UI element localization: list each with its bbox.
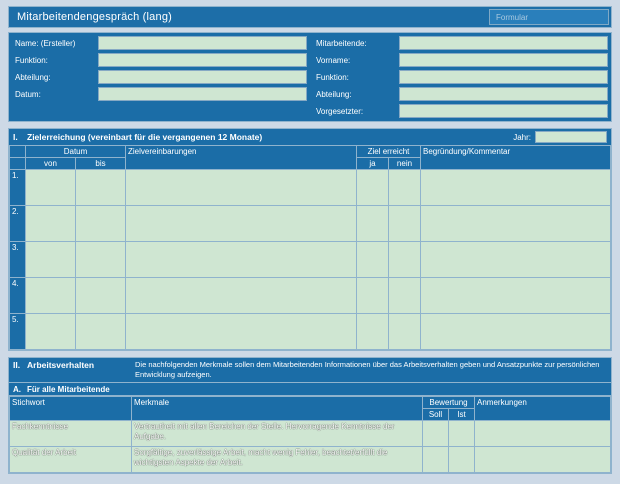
vorgesetzter-input[interactable] [399, 104, 608, 118]
cell-anmerkungen[interactable] [475, 421, 611, 447]
header-row [12, 36, 307, 50]
row-number: 3. [10, 242, 26, 278]
cell-anmerkungen[interactable] [475, 447, 611, 473]
header-row [313, 36, 608, 50]
cell-ja[interactable] [356, 314, 388, 350]
table-row [10, 314, 611, 350]
header-row [313, 87, 608, 101]
mitarbeitende-abteilung-input[interactable] [399, 87, 608, 101]
header-row [313, 53, 608, 67]
row-number: 5. [10, 314, 26, 350]
col-ziel-erreicht: Ziel erreicht [356, 146, 420, 158]
mitarbeitende-input[interactable] [399, 36, 608, 50]
row-number: 2. [10, 206, 26, 242]
cell-nein[interactable] [388, 206, 420, 242]
cell-ja[interactable] [356, 242, 388, 278]
cell-von[interactable] [26, 278, 76, 314]
header-row [12, 70, 307, 84]
col-begruendung: Begründung/Kommentar [421, 146, 611, 170]
cell-kommentar[interactable] [421, 314, 611, 350]
cell-ziel[interactable] [126, 278, 357, 314]
field-label: Abteilung: [316, 89, 352, 99]
formular-field[interactable] [489, 9, 609, 25]
cell-ist[interactable] [449, 421, 475, 447]
section-two-header [9, 358, 611, 383]
row-number: 1. [10, 170, 26, 206]
cell-nein[interactable] [388, 278, 420, 314]
ersteller-name-input[interactable] [98, 36, 307, 50]
jahr-label: Jahr: [513, 132, 531, 142]
cell-ziel[interactable] [126, 314, 357, 350]
cell-von[interactable] [26, 314, 76, 350]
cell-von[interactable] [26, 242, 76, 278]
field-label: Abteilung: [15, 72, 51, 82]
formular-label: Formular [496, 12, 529, 22]
table-row [10, 170, 611, 206]
header-row [313, 104, 608, 118]
cell-stichwort: Qualität der Arbeit [10, 447, 132, 473]
mitarbeitende-funktion-input[interactable] [399, 70, 608, 84]
section-two-title-group [9, 358, 131, 382]
col-nein: nein [388, 158, 420, 170]
col-merkmale: Merkmale [132, 397, 423, 421]
table-header-row [10, 397, 611, 409]
subsection-title: Für alle Mitarbeitende [27, 384, 110, 394]
col-stichwort: Stichwort [10, 397, 132, 421]
col-bewertung: Bewertung [423, 397, 475, 409]
cell-stichwort: Fachkenntnisse [10, 421, 132, 447]
cell-ziel[interactable] [126, 170, 357, 206]
subsection-header [9, 383, 611, 396]
cell-bis[interactable] [76, 242, 126, 278]
col-von: von [26, 158, 76, 170]
field-label: Funktion: [316, 72, 349, 82]
row-number: 4. [10, 278, 26, 314]
ersteller-abteilung-input[interactable] [98, 70, 307, 84]
field-label: Vorname: [316, 55, 351, 65]
cell-soll[interactable] [423, 447, 449, 473]
table-row [10, 278, 611, 314]
cell-ja[interactable] [356, 278, 388, 314]
section-one-header [9, 129, 611, 145]
jahr-group [513, 131, 607, 143]
cell-soll[interactable] [423, 421, 449, 447]
cell-ist[interactable] [449, 447, 475, 473]
col-bis: bis [76, 158, 126, 170]
corner-cell-2 [10, 158, 26, 170]
vorname-input[interactable] [399, 53, 608, 67]
page-title: Mitarbeitendengespräch (lang) [17, 11, 172, 23]
section-number: I. [13, 132, 18, 142]
col-ist: Ist [449, 409, 475, 421]
field-label: Funktion: [15, 55, 48, 65]
col-datum: Datum [26, 146, 126, 158]
zielerreichung-table [9, 145, 611, 350]
cell-merkmale: Vertrautheit mit allen Bereichen der Stelle. Hervorragende Kenntnisse der Aufgabe. [132, 421, 423, 447]
header-fields-block [8, 32, 612, 122]
section-zielerreichung [8, 128, 612, 351]
cell-ja[interactable] [356, 170, 388, 206]
document-title-bar [8, 6, 612, 28]
cell-von[interactable] [26, 170, 76, 206]
cell-von[interactable] [26, 206, 76, 242]
cell-nein[interactable] [388, 314, 420, 350]
cell-merkmale: Sorgfältige, zuverlässige Arbeit, macht wenig Fehler, beachtet/erfüllt die wichtigsten Aspekte der Arbeit. [132, 447, 423, 473]
header-row [12, 87, 307, 101]
cell-kommentar[interactable] [421, 242, 611, 278]
section-title: Arbeitsverhalten [27, 360, 95, 370]
col-ja: ja [356, 158, 388, 170]
cell-kommentar[interactable] [421, 206, 611, 242]
table-row [10, 421, 611, 447]
jahr-input[interactable] [535, 131, 607, 143]
col-soll: Soll [423, 409, 449, 421]
cell-ziel[interactable] [126, 242, 357, 278]
header-right-column [313, 36, 608, 118]
field-label: Name: (Ersteller) [15, 38, 76, 48]
ersteller-datum-input[interactable] [98, 87, 307, 101]
cell-bis[interactable] [76, 278, 126, 314]
section-arbeitsverhalten [8, 357, 612, 474]
cell-bis[interactable] [76, 170, 126, 206]
table-row [10, 206, 611, 242]
arbeitsverhalten-table [9, 396, 611, 473]
field-label: Mitarbeitende: [316, 38, 367, 48]
table-row [10, 242, 611, 278]
cell-ja[interactable] [356, 206, 388, 242]
section-two-intro: Die nachfolgenden Merkmale sollen dem Mitarbeitenden Informationen über das Arbeitsverhalten geben und Ansatzpunkte zur persönlichen Entwicklung aufzeigen. [135, 360, 600, 380]
cell-kommentar[interactable] [421, 170, 611, 206]
field-label: Vorgesetzter: [316, 106, 364, 116]
col-anmerkungen: Anmerkungen [475, 397, 611, 421]
cell-nein[interactable] [388, 170, 420, 206]
section-title: Zielerreichung (vereinbart für die vergangenen 12 Monate) [27, 132, 263, 142]
header-row [12, 53, 307, 67]
header-row [313, 70, 608, 84]
field-label: Datum: [15, 89, 41, 99]
cell-ziel[interactable] [126, 206, 357, 242]
cell-nein[interactable] [388, 242, 420, 278]
section-number: II. [13, 360, 21, 370]
ersteller-funktion-input[interactable] [98, 53, 307, 67]
table-header-row [10, 146, 611, 158]
cell-bis[interactable] [76, 314, 126, 350]
cell-kommentar[interactable] [421, 278, 611, 314]
subsection-letter: A. [13, 384, 21, 394]
cell-bis[interactable] [76, 206, 126, 242]
col-zielvereinbarungen: Zielvereinbarungen [126, 146, 357, 170]
table-row [10, 447, 611, 473]
header-left-column [12, 36, 307, 118]
corner-cell [10, 146, 26, 158]
